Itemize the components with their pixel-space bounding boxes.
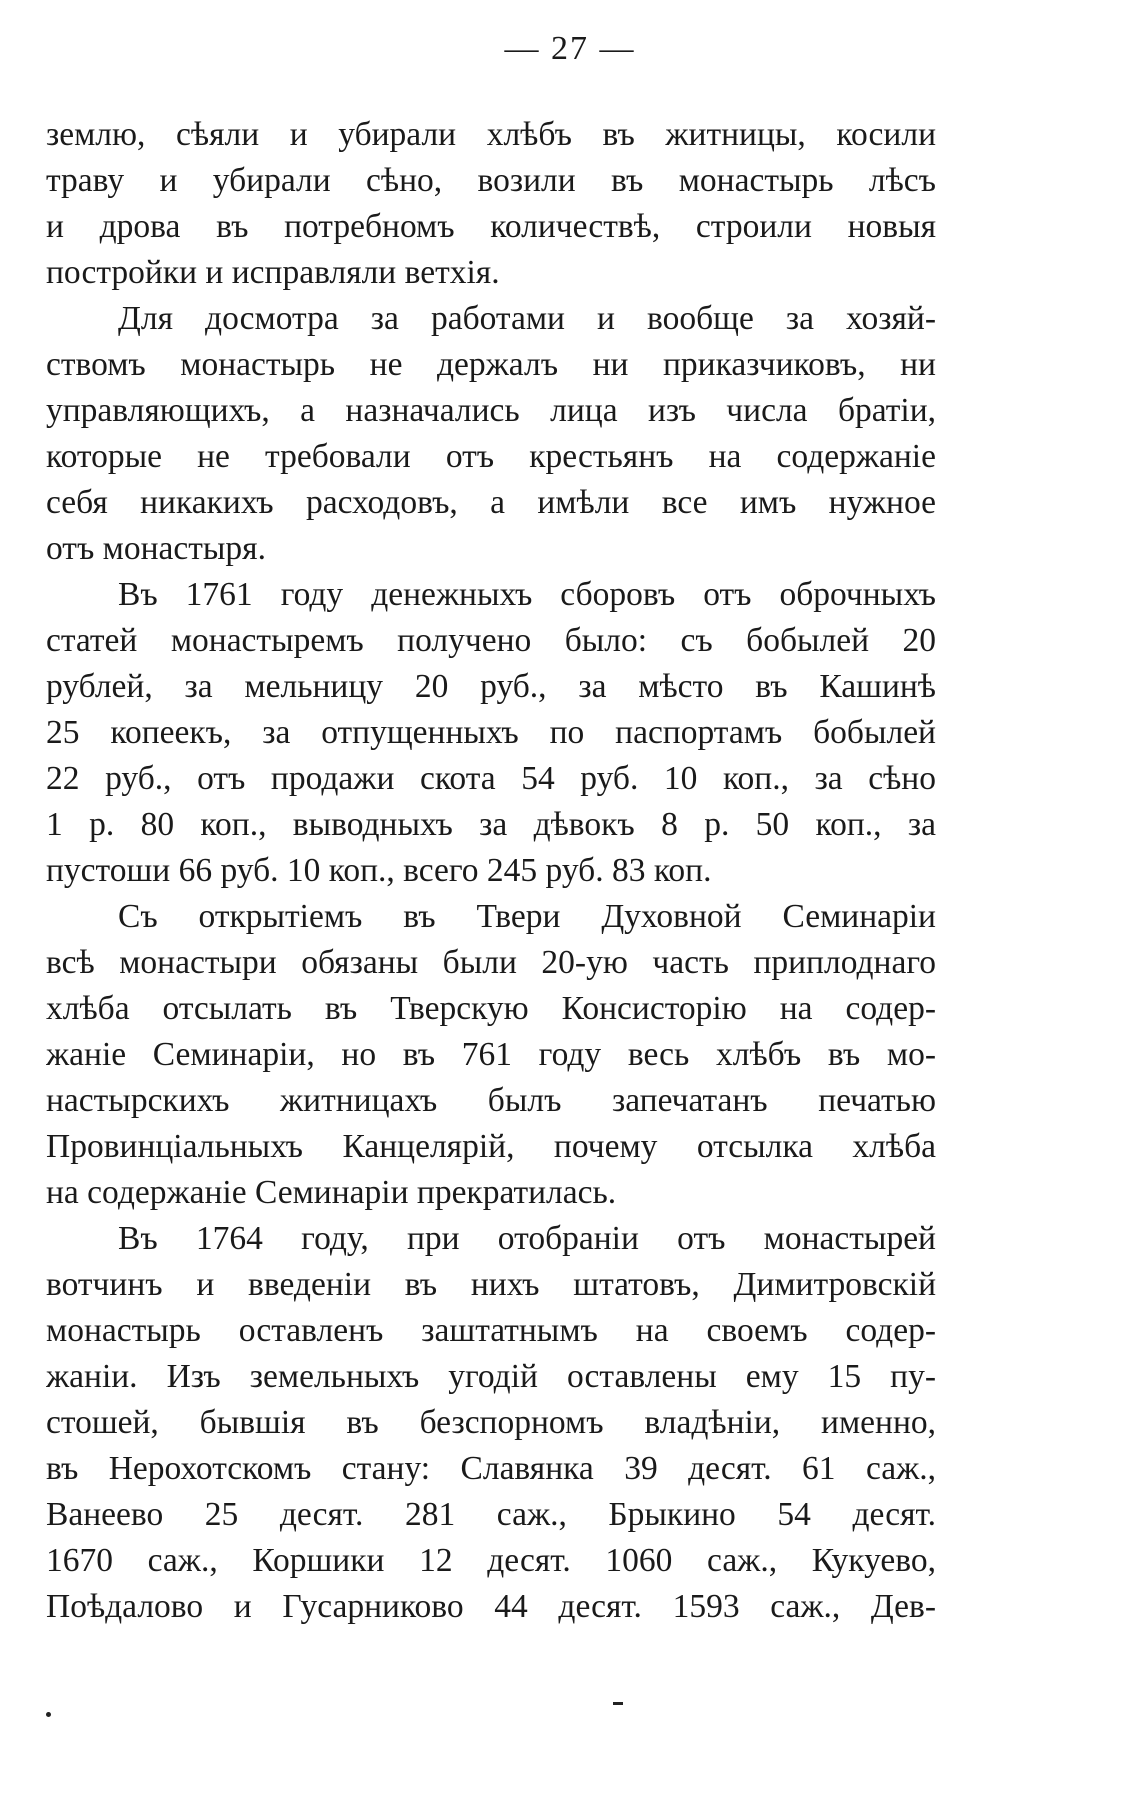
text-line: Провинціальныхъ Канцелярій, почему отсылка хлѣба	[46, 1128, 936, 1165]
text-line: ствомъ монастырь не держалъ ни приказчиковъ, ни	[46, 346, 936, 383]
text-line: Въ 1764 году, при отобраніи отъ монастырей	[118, 1220, 936, 1257]
text-line: стошей, бывшія въ безспорномъ владѣніи, именно,	[46, 1404, 936, 1441]
paragraph-3	[46, 572, 936, 894]
paragraph-1	[46, 112, 936, 296]
text-line: себя никакихъ расходовъ, а имѣли все имъ нужное	[46, 484, 936, 521]
text-line: отъ монастыря.	[46, 530, 266, 567]
text-line: на содержаніе Семинаріи прекратилась.	[46, 1174, 617, 1211]
text-line: пустоши 66 руб. 10 коп., всего 245 руб. 83 коп.	[46, 852, 712, 889]
text-line: настырскихъ житницахъ былъ запечатанъ печатью	[46, 1082, 936, 1119]
text-line: рублей, за мельницу 20 руб., за мѣсто въ Кашинѣ	[46, 668, 936, 705]
text-line: постройки и исправляли ветхія.	[46, 254, 500, 291]
text-line: Ванеево 25 десят. 281 саж., Брыкино 54 десят.	[46, 1496, 936, 1533]
text-line: жаніе Семинаріи, но въ 761 году весь хлѣбъ въ мо-	[46, 1036, 936, 1073]
text-line: Съ открытіемъ въ Твери Духовной Семинаріи	[118, 898, 936, 935]
text-line: землю, сѣяли и убирали хлѣбъ въ житницы, косили	[46, 116, 936, 153]
text-line: которые не требовали отъ крестьянъ на содержаніе	[46, 438, 936, 475]
text-line: вотчинъ и введеніи въ нихъ штатовъ, Димитровскій	[46, 1266, 936, 1303]
text-line: монастырь оставленъ заштатнымъ на своемъ содер-	[46, 1312, 936, 1349]
text-line: 25 копеекъ, за отпущенныхъ по паспортамъ бобылей	[46, 714, 936, 751]
text-line: 1670 саж., Коршики 12 десят. 1060 саж., Кукуево,	[46, 1542, 936, 1579]
print-speck	[46, 1712, 51, 1717]
text-line: управляющихъ, а назначались лица изъ числа братіи,	[46, 392, 936, 429]
text-line: Поѣдалово и Гусарниково 44 десят. 1593 саж., Дев-	[46, 1588, 936, 1625]
page-number: — 27 —	[504, 30, 636, 67]
text-line: траву и убирали сѣно, возили въ монастырь лѣсъ	[46, 162, 936, 199]
text-line: 22 руб., отъ продажи скота 54 руб. 10 коп., за сѣно	[46, 760, 936, 797]
text-line: и дрова въ потребномъ количествѣ, строили новыя	[46, 208, 936, 245]
text-line: Въ 1761 году денежныхъ сборовъ отъ оброчныхъ	[118, 576, 936, 613]
text-line: Для досмотра за работами и вообще за хозяй-	[118, 300, 936, 337]
text-line: въ Нерохотскомъ стану: Славянка 39 десят. 61 саж.,	[46, 1450, 936, 1487]
paragraph-5	[46, 1216, 936, 1630]
paragraph-2	[46, 296, 936, 572]
text-line: жаніи. Изъ земельныхъ угодій оставлены ему 15 пу-	[46, 1358, 936, 1395]
text-line: 1 р. 80 коп., выводныхъ за дѣвокъ 8 р. 50 коп., за	[46, 806, 936, 843]
text-line: всѣ монастыри обязаны были 20-ую часть приплоднаго	[46, 944, 936, 981]
text-line: хлѣба отсылать въ Тверскую Консисторію на содер-	[46, 990, 936, 1027]
text-line: статей монастыремъ получено было: съ бобылей 20	[46, 622, 936, 659]
print-speck	[613, 1702, 623, 1705]
paragraph-4	[46, 894, 936, 1216]
